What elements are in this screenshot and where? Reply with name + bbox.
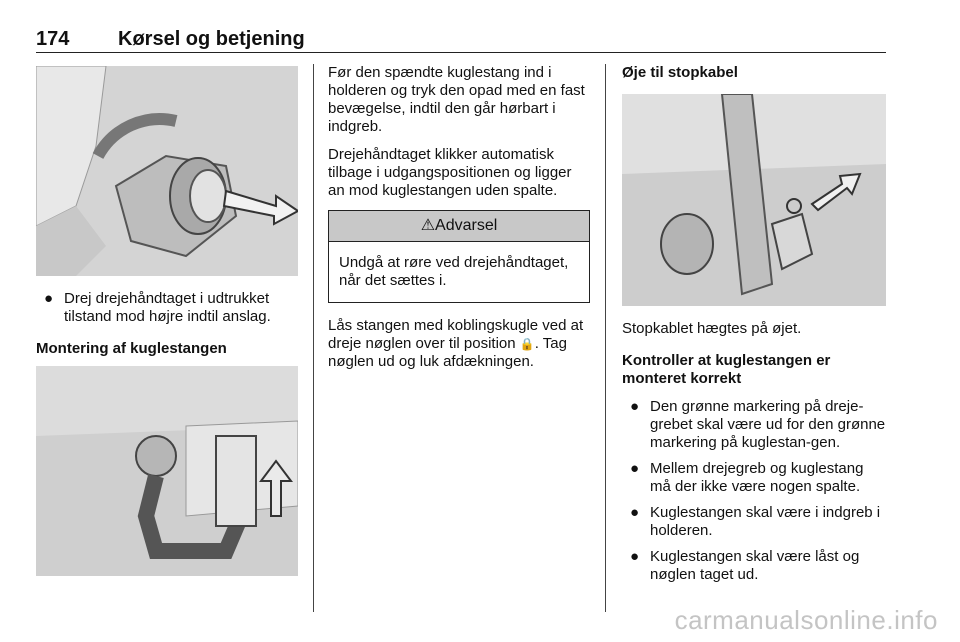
column-divider-1 (313, 64, 314, 612)
header-rule (36, 52, 886, 53)
list-item (622, 548, 886, 584)
warning-title: Advarsel (435, 217, 498, 234)
warning-box (328, 210, 590, 303)
paragraph (328, 317, 590, 371)
bullet-text: Drej drejehåndtaget i udtrukket tilstand mod højre indtil anslag. (64, 290, 271, 325)
section-heading: Kontroller at kuglestangen er monteret korrekt (622, 352, 831, 387)
column-3-text (622, 320, 886, 592)
column-divider-2 (605, 64, 606, 612)
column-2 (328, 64, 590, 381)
warning-header (329, 211, 589, 242)
section-heading: Montering af kuglestangen (36, 340, 227, 357)
paragraph-part: . Tag nøglen ud og luk afdækningen. (328, 335, 567, 370)
paragraph: Før den spændte kuglestang ind i holderen og tryk den opad med en fast bevægelse, indtil den går hørbart i indgreb. (328, 64, 585, 135)
bullet-text: Den grønne markering på dreje-grebet skal være ud for den grønne markering på kuglestan-gen. (650, 398, 886, 451)
list-item (622, 398, 886, 452)
page-number: 174 (36, 28, 70, 50)
bullet-text: Mellem drejegreb og kuglestang må der ikke være nogen spalte. (650, 460, 864, 495)
bullet-text: Kuglestangen skal være låst og nøglen taget ud. (650, 548, 860, 583)
list-item (622, 504, 886, 540)
section-heading: Øje til stopkabel (622, 64, 738, 81)
warning-icon: ⚠ (420, 217, 436, 234)
chapter-title: Kørsel og betjening (118, 28, 305, 50)
bullet-text: Kuglestangen skal være i indgreb i holderen. (650, 504, 881, 539)
column-1 (36, 290, 298, 368)
page-header (36, 28, 886, 52)
figure-ball-bar-mounting (36, 366, 298, 576)
paragraph-part: Lås stangen med koblingskugle ved at dreje nøglen over til position (328, 317, 584, 352)
list-item (622, 460, 886, 496)
column-3 (622, 64, 886, 92)
figure-rotate-handle (36, 66, 298, 276)
bullet-dot: ● (630, 504, 640, 521)
paragraph: Drejehåndtaget klikker automatisk tilbage i udgangspositionen og ligger an mod kuglestangen uden spalte. (328, 146, 572, 199)
bullet-dot: ● (44, 290, 54, 307)
caption: Stopkablet hægtes på øjet. (622, 320, 802, 337)
bullet-dot: ● (630, 548, 640, 565)
warning-text: Undgå at røre ved drejehåndtaget, når det sættes i. (339, 254, 569, 289)
lock-icon: 🔒 (519, 337, 535, 351)
list-item (36, 290, 298, 326)
bullet-dot: ● (630, 460, 640, 477)
figure-stop-cable-eye (622, 94, 886, 306)
bullet-dot: ● (630, 398, 640, 415)
watermark: carmanualsonline.info (674, 605, 938, 635)
